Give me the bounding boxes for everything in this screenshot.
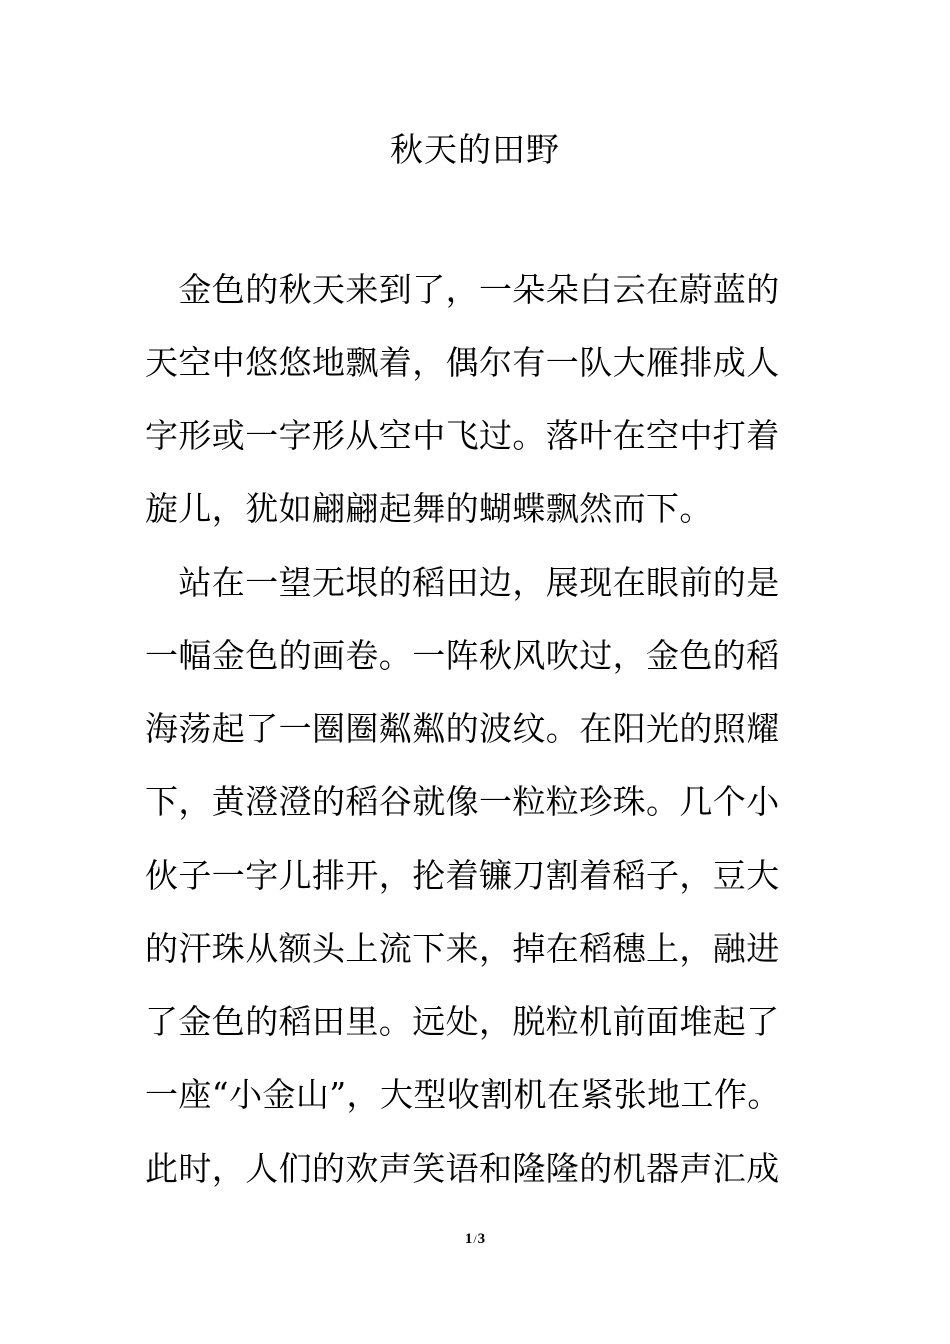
paragraph-line: 海荡起了一圈圈粼粼的波纹。在阳光的照耀	[145, 709, 780, 748]
paragraph-line: 字形或一字形从空中飞过。落叶在空中打着	[145, 416, 780, 455]
paragraph-line: 旋儿，犹如翩翩起舞的蝴蝶飘然而下。	[145, 489, 713, 528]
paragraph-line: 金色的秋天来到了，一朵朵白云在蔚蓝的	[145, 270, 780, 309]
page-number	[0, 1229, 950, 1249]
paragraph-line: 的汗珠从额头上流下来，掉在稻穗上，融进	[145, 929, 780, 968]
page-current: 1	[464, 1231, 473, 1247]
document-title: 秋天的田野	[390, 130, 560, 169]
page-total: 3	[477, 1231, 486, 1247]
paragraph-line: 此时，人们的欢声笑语和隆隆的机器声汇成	[145, 1149, 780, 1188]
paragraph-line: 一座“小金山”，大型收割机在紧张地工作。	[145, 1075, 781, 1114]
paragraph-line: 了金色的稻田里。远处，脱粒机前面堆起了	[145, 1002, 780, 1041]
paragraph-line: 天空中悠悠地飘着，偶尔有一队大雁排成人	[145, 343, 780, 382]
paragraph-line: 伙子一字儿排开，抡着镰刀割着稻子，豆大	[145, 856, 780, 895]
paragraph-line: 一幅金色的画卷。一阵秋风吹过，金色的稻	[145, 636, 780, 675]
paragraph-line: 下，黄澄澄的稻谷就像一粒粒珍珠。几个小	[145, 782, 780, 821]
page-separator: /	[473, 1232, 477, 1246]
paragraph-line: 站在一望无垠的稻田边，展现在眼前的是	[145, 563, 780, 602]
